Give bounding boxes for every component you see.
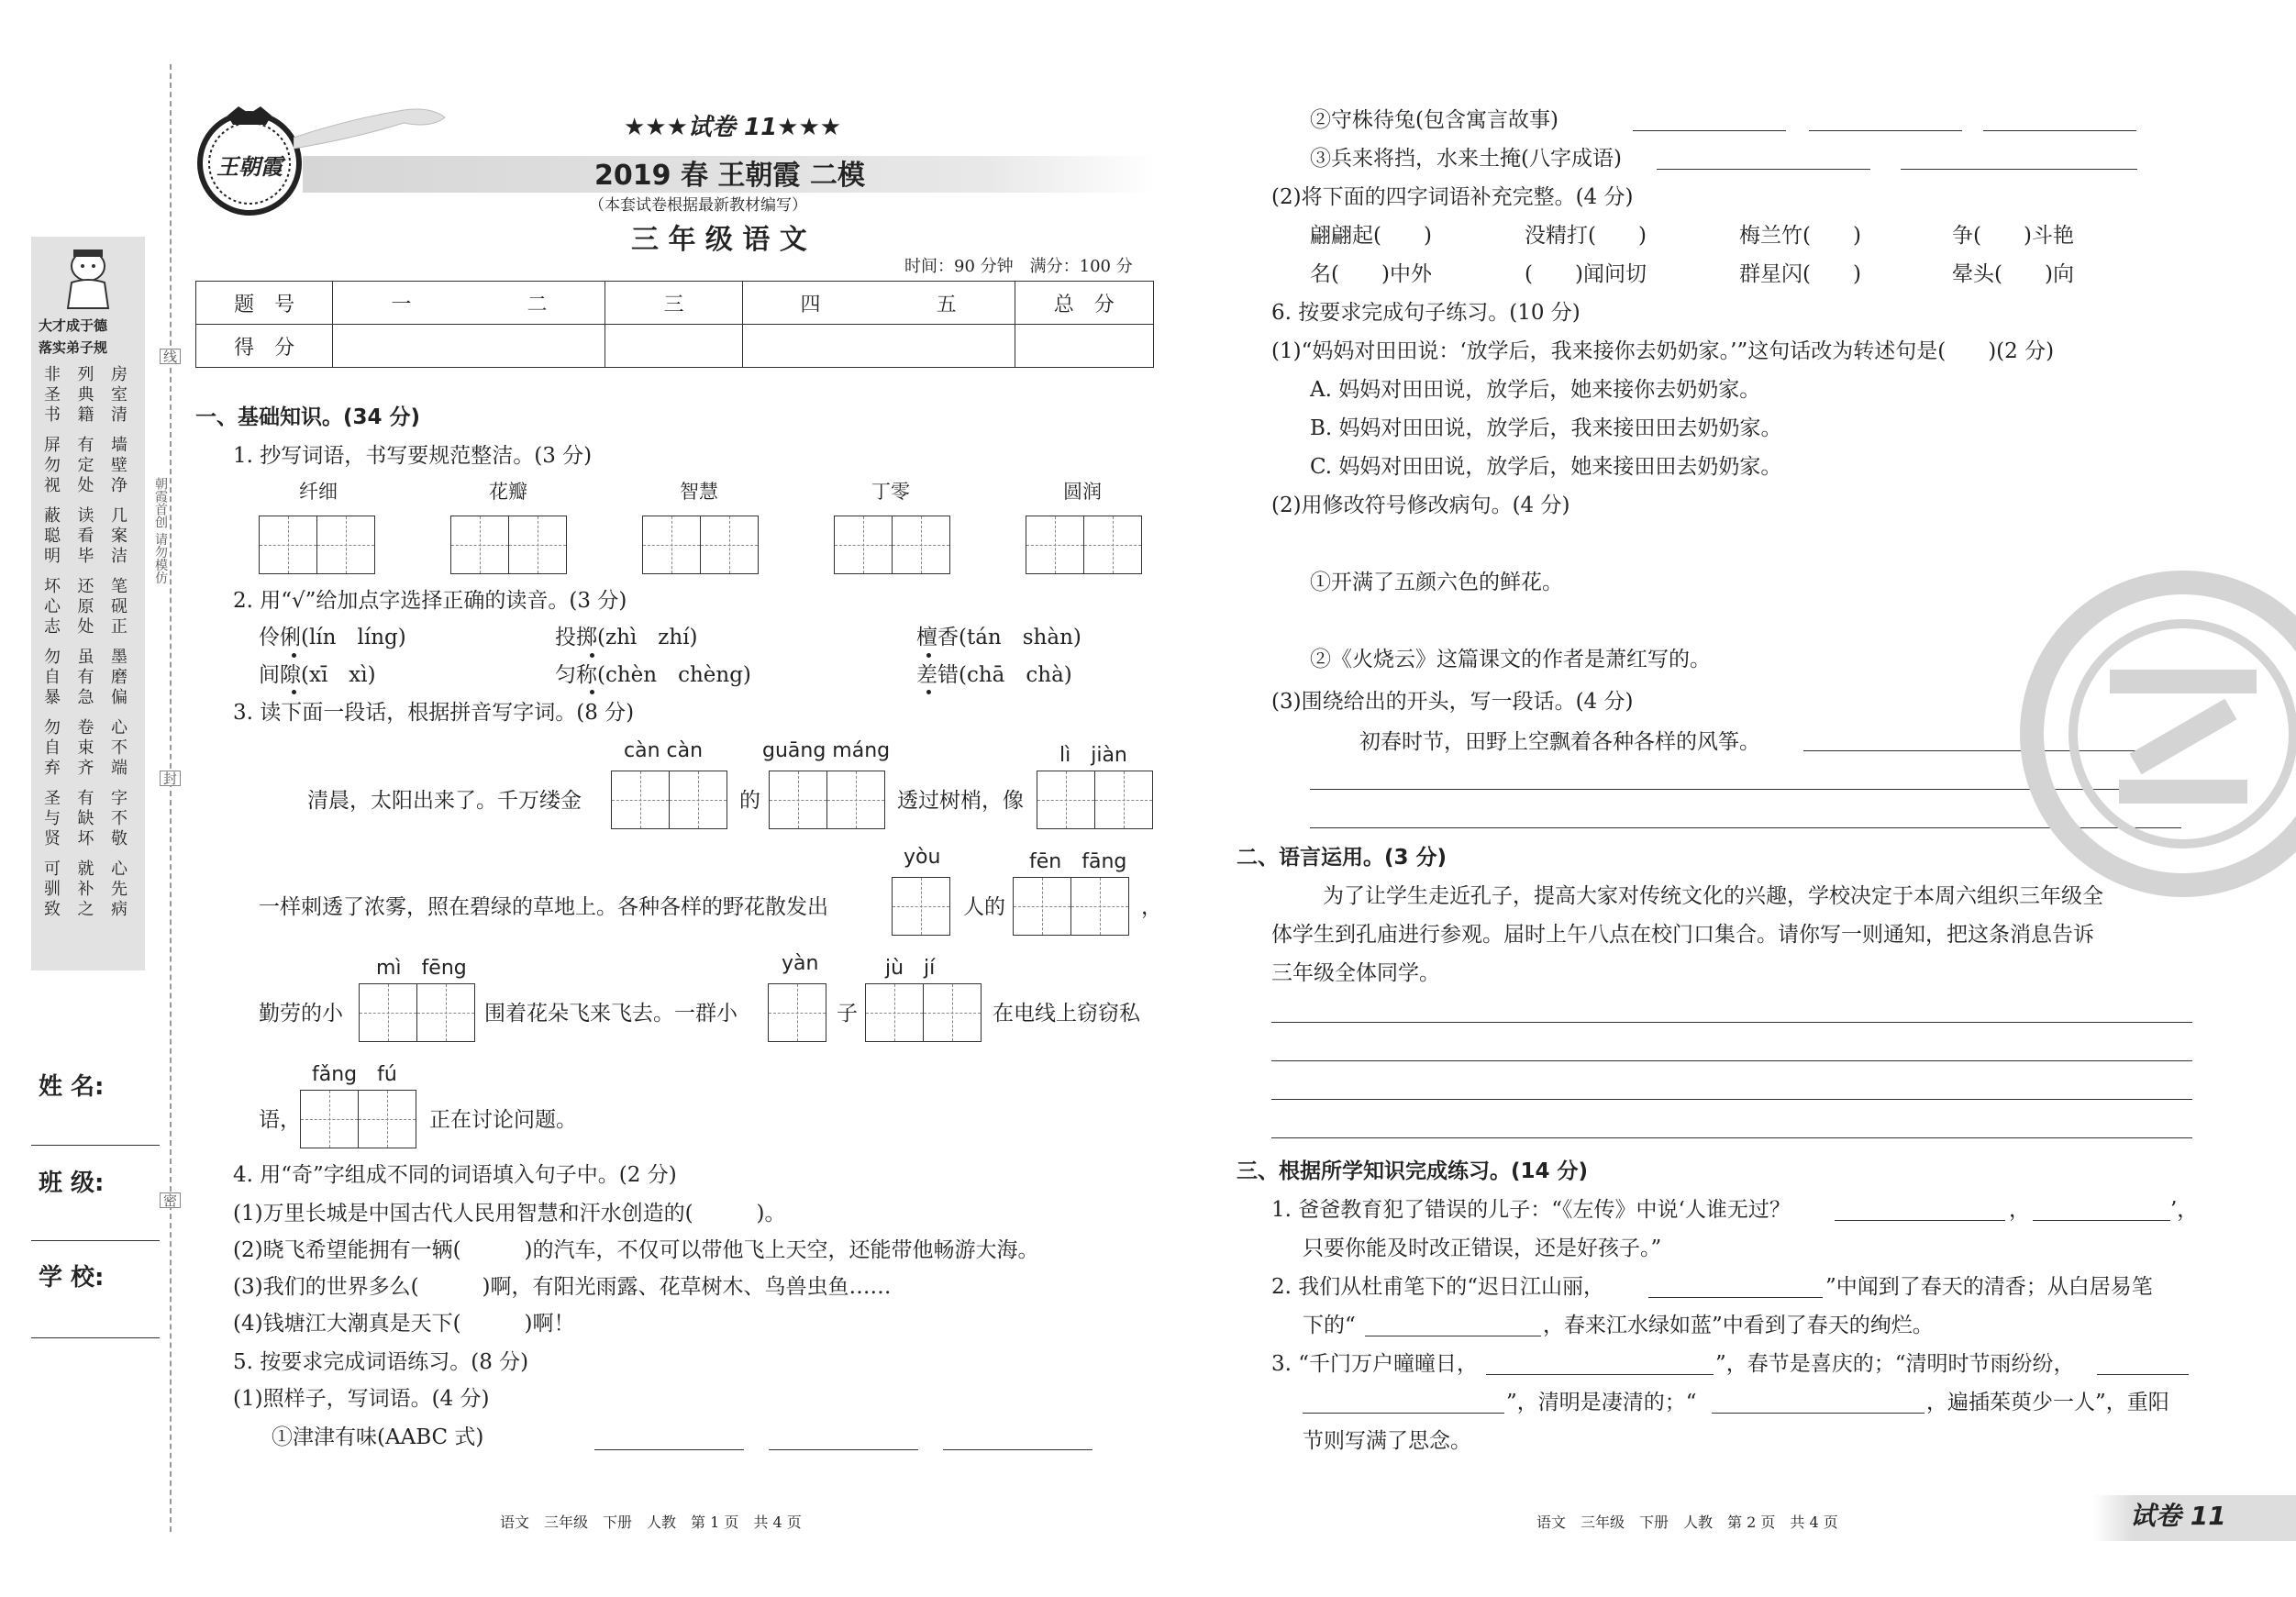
q4-item-4[interactable]: (4)钱塘江大潮真是天下( )啊！ — [233, 1312, 575, 1336]
poem-char: 弃 — [44, 759, 61, 778]
poem-char: 驯 — [44, 880, 61, 899]
q2-item-4[interactable]: 间隙(xī xì) — [259, 663, 376, 687]
q3-grid-yan[interactable] — [768, 983, 826, 1042]
s3-q2-text-1: 2. 我们从杜甫笔下的“迟日江山丽， — [1271, 1275, 1605, 1299]
poem-char: 原 — [77, 597, 95, 616]
poem-row — [44, 617, 128, 638]
emphasis-dot — [292, 690, 296, 694]
q2-item-6[interactable]: 差错(chā chà) — [916, 663, 1072, 687]
q1-word-4: 丁零 — [871, 481, 910, 503]
poem-char: 明 — [44, 547, 61, 566]
poem-char: 非 — [44, 365, 61, 384]
page2-footer: 语文 三年级 下册 人教 第 2 页 共 4 页 — [1536, 1514, 1838, 1531]
q3-grid-fangfu[interactable] — [300, 1090, 416, 1148]
q3-text-5: 人的 — [963, 895, 1005, 919]
section2-answer-line-2[interactable] — [1271, 1060, 2192, 1061]
poem-char: 与 — [44, 809, 61, 828]
s3-q3-blank-4[interactable] — [1712, 1413, 1924, 1414]
q1-grid-3[interactable] — [642, 516, 759, 574]
q3-grid-fenfang[interactable] — [1013, 877, 1129, 936]
score-header-label: 题 号 — [196, 282, 333, 325]
q3-text-11: 正在讨论问题。 — [429, 1108, 577, 1132]
q1-prompt: 1. 抄写词语，书写要规范整洁。(3 分) — [233, 444, 593, 468]
q5-2-item-7[interactable]: 群星闪( ) — [1739, 262, 1861, 286]
section3-title: 三、根据所学知识完成练习。(14 分) — [1237, 1159, 1589, 1183]
poem-row — [44, 476, 128, 496]
poem-row — [44, 668, 128, 688]
slogan-2: 落实弟子规 — [39, 339, 108, 356]
poem-char: 急 — [77, 688, 95, 707]
poem-char: 病 — [111, 900, 128, 919]
s3-q2-text-4: ，春来江水绿如蓝”中看到了春天的绚烂。 — [1543, 1314, 1934, 1337]
q2-item-3[interactable]: 檀香(tán shàn) — [916, 626, 1081, 649]
poem-char: 有 — [77, 668, 95, 687]
poem-char: 束 — [77, 738, 95, 758]
q5-1-c: ③兵来将挡，水来土掩(八字成语) — [1310, 147, 1622, 171]
child-figure — [61, 246, 116, 310]
q5-2-item-6[interactable]: ( )闻问切 — [1525, 262, 1647, 286]
q3-grid-juji[interactable] — [865, 983, 982, 1042]
exam-subtitle: （本套试卷根据最新教材编写） — [589, 196, 807, 215]
poem-char: 勿 — [44, 456, 61, 475]
poem-char: 贤 — [44, 829, 61, 848]
section2-answer-line-3[interactable] — [1271, 1099, 2192, 1100]
poem-row — [44, 547, 128, 567]
poem-char: 净 — [111, 476, 128, 495]
poem-char: 聪 — [44, 527, 61, 546]
poem-char: 籍 — [77, 405, 95, 425]
score-header-1: 一 — [333, 282, 470, 325]
q3-grid-guangmang[interactable] — [769, 771, 885, 829]
emphasis-dot — [926, 653, 931, 658]
poem-char: 磨 — [111, 668, 128, 687]
poem-char: 砚 — [111, 597, 128, 616]
poem-char: 案 — [111, 527, 128, 546]
score-row-label: 得 分 — [196, 325, 333, 368]
s3-q2-text-3: 下的“ — [1303, 1314, 1356, 1337]
poem-row — [44, 648, 128, 668]
poem-char: 典 — [77, 385, 95, 405]
poem-char: 还 — [77, 577, 95, 596]
q2-item-5[interactable]: 匀称(chèn chèng) — [555, 663, 751, 687]
section1-title: 一、基础知识。(34 分) — [195, 405, 421, 429]
q3-grid-you[interactable] — [892, 877, 950, 936]
section2-text-2: 体学生到孔庙进行参观。届时上午八点在校门口集合。请你写一则通知，把这条消息告诉 — [1271, 923, 2094, 947]
poem-char: 心 — [44, 597, 61, 616]
q1-word-2: 花瓣 — [489, 481, 527, 503]
q4-item-1[interactable]: (1)万里长城是中国古代人民用智慧和汗水创造的( )。 — [233, 1202, 786, 1225]
poem-row — [44, 789, 128, 809]
poem-row — [44, 738, 128, 759]
margin-mark-copyright: 朝霞首创 请勿模仿 — [153, 477, 168, 584]
score-cell-total[interactable] — [1015, 325, 1153, 368]
poem-char: 墨 — [111, 648, 128, 667]
poem-char: 笔 — [111, 577, 128, 596]
s3-q3-blank-1[interactable] — [1486, 1374, 1714, 1375]
q6-1-option-b[interactable]: B. 妈妈对田田说，放学后，我来接田田去奶奶家。 — [1310, 416, 1782, 440]
section2-answer-line-1[interactable] — [1271, 1022, 2192, 1023]
q3-text-7: 围着花朵飞来飞去。一群小 — [484, 1002, 738, 1026]
q3-text-9: 在电线上窃窃私 — [993, 1002, 1140, 1026]
poem-char: 之 — [77, 900, 95, 919]
poem-char: 就 — [77, 859, 95, 879]
poem-grid — [44, 365, 136, 920]
score-header-5: 五 — [879, 282, 1015, 325]
school-line[interactable] — [31, 1337, 160, 1338]
poem-char: 坏 — [77, 829, 95, 848]
poem-char: 致 — [44, 900, 61, 919]
poem-row — [44, 405, 128, 426]
poem-row — [44, 900, 128, 920]
q5-1-b-answer-3[interactable] — [1983, 130, 2136, 131]
poem-char: 缺 — [77, 809, 95, 828]
section2-title: 二、语言运用。(3 分) — [1237, 846, 1447, 870]
q5-2-item-1[interactable]: 翩翩起( ) — [1310, 224, 1432, 248]
q3-text-10: 语， — [259, 1108, 301, 1132]
q3-pinyin-5: fēn fāng — [1029, 850, 1127, 873]
poem-row — [44, 506, 128, 527]
s3-q3-text-1: 3. “千门万户曈曈日， — [1271, 1352, 1479, 1376]
s3-q1-text-1: 1. 爸爸教育犯了错误的儿子：“《左传》中说‘人谁无过？ — [1271, 1198, 1791, 1222]
poem-char: 有 — [77, 436, 95, 455]
class-line[interactable] — [31, 1240, 160, 1241]
poem-char: 虽 — [77, 648, 95, 667]
s3-q3-text-2: ”，春节是喜庆的；“清明时节雨纷纷， — [1715, 1352, 2075, 1376]
class-label: 班 级: — [39, 1170, 105, 1197]
section2-answer-line-4[interactable] — [1271, 1137, 2192, 1138]
q6-prompt: 6. 按要求完成句子练习。(10 分) — [1271, 301, 1581, 325]
margin-mark-secret: 密 — [160, 1192, 181, 1208]
score-cell-4-5[interactable] — [742, 325, 1015, 368]
poem-char: 敬 — [111, 829, 128, 848]
poem-char: 心 — [111, 859, 128, 879]
q3-text-8: 子 — [837, 1002, 858, 1026]
poem-char: 洁 — [111, 547, 128, 566]
time-info: 时间：90 分钟 满分：100 分 — [904, 257, 1133, 276]
poem-char: 墙 — [111, 436, 128, 455]
s3-q1-blank-1[interactable] — [1835, 1220, 2005, 1221]
poem-char: 勿 — [44, 648, 61, 667]
binding-line — [170, 64, 172, 1532]
s3-q3-text-5: 节则写满了思念。 — [1303, 1429, 1471, 1453]
poem-char: 蔽 — [44, 506, 61, 526]
poem-char: 几 — [111, 506, 128, 526]
q3-text-3: 透过树梢，像 — [897, 789, 1024, 813]
poem-char: 屏 — [44, 436, 61, 455]
poem-char: 偏 — [111, 688, 128, 707]
q6-2-b[interactable]: ②《火烧云》这篇课文的作者是萧红写的。 — [1310, 648, 1711, 671]
poem-char: 壁 — [111, 456, 128, 475]
poem-char: 毕 — [77, 547, 95, 566]
q6-1-prompt: (1)“妈妈对田田说：‘放学后，我来接你去奶奶家。’”这句话改为转述句是( )(2 分) — [1271, 339, 2055, 363]
q1-grid-1[interactable] — [259, 516, 375, 574]
poem-char: 暴 — [44, 688, 61, 707]
q3-pinyin-3: lì jiàn — [1059, 744, 1127, 767]
emphasis-dot — [292, 653, 296, 658]
poem-char: 字 — [111, 789, 128, 808]
poem-char: 心 — [111, 718, 128, 738]
s3-q1-text-3: ’， — [2170, 1198, 2199, 1222]
q6-1-option-c[interactable]: C. 妈妈对田田说，放学后，她来接田田去奶奶家。 — [1310, 455, 1782, 479]
q3-text-1: 清晨，太阳出来了。千万缕金 — [307, 789, 582, 813]
q5-1-a-answer-1[interactable] — [594, 1449, 744, 1450]
exam-subject: 三 年 级 语 文 — [631, 224, 807, 256]
q5-2-prompt: (2)将下面的四字词语补充完整。(4 分) — [1271, 185, 1634, 209]
q3-text-2: 的 — [739, 789, 760, 813]
s3-q1-text-2: ， — [2009, 1198, 2030, 1222]
poem-char: 处 — [77, 617, 95, 637]
q5-2-item-4[interactable]: 争( )斗艳 — [1952, 224, 2074, 248]
poem-char: 圣 — [44, 789, 61, 808]
q3-text-4: 一样刺透了浓雾，照在碧绿的草地上。各种各样的野花散发出 — [259, 895, 828, 919]
q4-item-2[interactable]: (2)晓飞希望能拥有一辆( )的汽车，不仅可以带他飞上天空，还能带他畅游大海。 — [233, 1238, 1039, 1262]
poem-row — [44, 456, 128, 476]
score-cell-3[interactable] — [605, 325, 742, 368]
q2-item-1[interactable]: 伶俐(lín líng) — [259, 626, 406, 649]
q4-prompt: 4. 用“奇”字组成不同的词语填入句子中。(2 分) — [233, 1163, 677, 1187]
q3-pinyin-1: càn càn — [624, 739, 704, 762]
poem-char: 室 — [111, 385, 128, 405]
secret-seal-watermark — [2018, 569, 2296, 899]
poem-char: 端 — [111, 759, 128, 778]
poem-char: 志 — [44, 617, 61, 637]
score-header-2: 二 — [469, 282, 605, 325]
poem-char: 不 — [111, 738, 128, 758]
s3-q3-text-3: ”，清明是凄清的；“ — [1506, 1391, 1697, 1414]
emphasis-dot — [590, 653, 594, 658]
poem-row — [44, 436, 128, 456]
ribbon-decor — [294, 101, 449, 156]
poem-row — [44, 597, 128, 617]
q6-2-prompt: (2)用修改符号修改病句。(4 分) — [1271, 494, 1570, 517]
q3-grid-mifeng[interactable] — [359, 983, 475, 1042]
poem-char: 清 — [111, 405, 128, 425]
q2-prompt: 2. 用“√”给加点字选择正确的读音。(3 分) — [233, 589, 627, 613]
poem-char: 书 — [44, 405, 61, 425]
q3-pinyin-2: guāng máng — [762, 739, 891, 762]
name-label: 姓 名: — [39, 1073, 105, 1101]
poem-row — [44, 577, 128, 597]
s3-q1-blank-2[interactable] — [2033, 1220, 2170, 1221]
q6-2-a[interactable]: ①开满了五颜六色的鲜花。 — [1310, 571, 1563, 594]
poem-row — [44, 809, 128, 829]
s3-q2-text-2: ”中闻到了春天的清香；从白居易笔 — [1825, 1275, 2153, 1299]
q5-1-b: ②守株待兔(包含寓言故事) — [1310, 108, 1558, 132]
q5-1-b-answer-1[interactable] — [1633, 130, 1786, 131]
s3-q1-text-4: 只要你能及时改正错误，还是好孩子。” — [1303, 1237, 1662, 1260]
q4-item-3[interactable]: (3)我们的世界多么( )啊，有阳光雨露、花草树木、鸟兽虫鱼…… — [233, 1275, 892, 1299]
poem-char: 圣 — [44, 385, 61, 405]
section2-text-1: 为了让学生走近孔子，提高大家对传统文化的兴趣，学校决定于本周六组织三年级全 — [1323, 884, 2103, 908]
poem-char: 补 — [77, 880, 95, 899]
margin-mark-seal: 封 — [160, 771, 181, 786]
poem-char: 齐 — [77, 759, 95, 778]
exam-title: 2019 春 王朝霞 二模 — [594, 160, 865, 192]
poem-char: 视 — [44, 476, 61, 495]
poem-char: 自 — [44, 738, 61, 758]
q5-2-item-5[interactable]: 名( )中外 — [1310, 262, 1432, 286]
poem-row — [44, 859, 128, 880]
q5-1-b-answer-2[interactable] — [1809, 130, 1962, 131]
q3-grid-cancan[interactable] — [611, 771, 727, 829]
poem-char: 列 — [77, 365, 95, 384]
emphasis-dot — [926, 690, 931, 694]
q5-prompt: 5. 按要求完成词语练习。(8 分) — [233, 1350, 529, 1374]
q5-2-item-3[interactable]: 梅兰竹( ) — [1739, 224, 1861, 248]
poem-char: 勿 — [44, 718, 61, 738]
q5-1-a: ①津津有味(AABC 式) — [272, 1425, 484, 1449]
q5-1-prompt: (1)照样子，写词语。(4 分) — [233, 1387, 490, 1411]
q3-pinyin-9: fǎng fú — [312, 1063, 397, 1086]
q5-1-a-answer-2[interactable] — [769, 1449, 918, 1450]
q6-3-prompt: (3)围绕给出的开头，写一段话。(4 分) — [1271, 690, 1634, 714]
slogan-1: 大才成于德 — [39, 317, 108, 334]
poem-row — [44, 718, 128, 738]
poem-row — [44, 759, 128, 779]
poem-row — [44, 385, 128, 405]
brand-logo — [193, 103, 307, 217]
corner-label: 试卷 11 — [2130, 1501, 2226, 1531]
q1-word-5: 圆润 — [1063, 481, 1102, 503]
poem-char: 自 — [44, 668, 61, 687]
poem-char: 卷 — [77, 718, 95, 738]
s3-q3-blank-2[interactable] — [2097, 1374, 2189, 1375]
poem-row — [44, 829, 128, 849]
brand-name: 王朝霞 — [216, 153, 283, 180]
s3-q2-blank-1[interactable] — [1648, 1297, 1823, 1298]
poem-char: 正 — [111, 617, 128, 637]
q3-comma: ， — [1141, 895, 1162, 919]
q5-2-item-2[interactable]: 没精打( ) — [1525, 224, 1647, 248]
poem-row — [44, 365, 128, 385]
q5-1-a-answer-3[interactable] — [943, 1449, 1093, 1450]
score-table — [195, 281, 1154, 368]
q3-prompt: 3. 读下面一段话，根据拼音写字词。(8 分) — [233, 701, 635, 725]
q2-item-2[interactable]: 投掷(zhì zhí) — [555, 626, 698, 649]
q3-pinyin-6: mì fēng — [376, 957, 467, 980]
poem-char: 定 — [77, 456, 95, 475]
poem-row — [44, 880, 128, 900]
score-cell-1[interactable] — [333, 325, 605, 368]
poem-row — [44, 688, 128, 708]
poem-char: 坏 — [44, 577, 61, 596]
s3-q3-blank-3[interactable] — [1303, 1413, 1504, 1414]
q6-1-option-a[interactable]: A. 妈妈对田田说，放学后，她来接你去奶奶家。 — [1310, 378, 1761, 402]
poem-char: 有 — [77, 789, 95, 808]
q5-1-c-answer-1[interactable] — [1657, 169, 1870, 170]
poem-char: 读 — [77, 506, 95, 526]
poem-char: 房 — [111, 365, 128, 384]
poem-char: 不 — [111, 809, 128, 828]
q3-pinyin-4: yòu — [904, 846, 941, 869]
disciples-rules-panel — [31, 237, 145, 970]
poem-row — [44, 527, 128, 547]
q1-grid-4[interactable] — [834, 516, 950, 574]
q3-grid-lijian[interactable] — [1037, 771, 1153, 829]
section2-text-3: 三年级全体同学。 — [1271, 961, 1440, 985]
q1-grid-5[interactable] — [1026, 516, 1142, 574]
s3-q3-text-4: ，遍插茱萸少一人”，重阳 — [1926, 1391, 2169, 1414]
q3-pinyin-8: jù jí — [885, 957, 936, 980]
q5-2-item-8[interactable]: 晕头( )向 — [1952, 262, 2074, 286]
emphasis-dot — [590, 690, 594, 694]
q1-grid-2[interactable] — [450, 516, 567, 574]
margin-mark-line: 线 — [160, 349, 181, 364]
poem-char: 先 — [111, 880, 128, 899]
q1-word-1: 纤细 — [299, 481, 338, 503]
score-header-4: 四 — [742, 282, 879, 325]
q6-3-start: 初春时节，田野上空飘着各种各样的风筝。 — [1359, 730, 1760, 754]
score-header-total: 总 分 — [1015, 282, 1153, 325]
q3-text-6: 勤劳的小 — [259, 1002, 343, 1026]
poem-char: 看 — [77, 527, 95, 546]
q5-1-c-answer-2[interactable] — [1901, 169, 2137, 170]
poem-char: 处 — [77, 476, 95, 495]
name-line[interactable] — [31, 1145, 160, 1146]
score-header-3: 三 — [605, 282, 742, 325]
poem-char: 可 — [44, 859, 61, 879]
q1-word-3: 智慧 — [680, 481, 718, 503]
page1-footer: 语文 三年级 下册 人教 第 1 页 共 4 页 — [500, 1514, 802, 1531]
school-label: 学 校: — [39, 1264, 105, 1292]
exam-series: ★★★试卷 11★★★ — [624, 114, 842, 141]
q3-pinyin-7: yàn — [782, 952, 819, 975]
